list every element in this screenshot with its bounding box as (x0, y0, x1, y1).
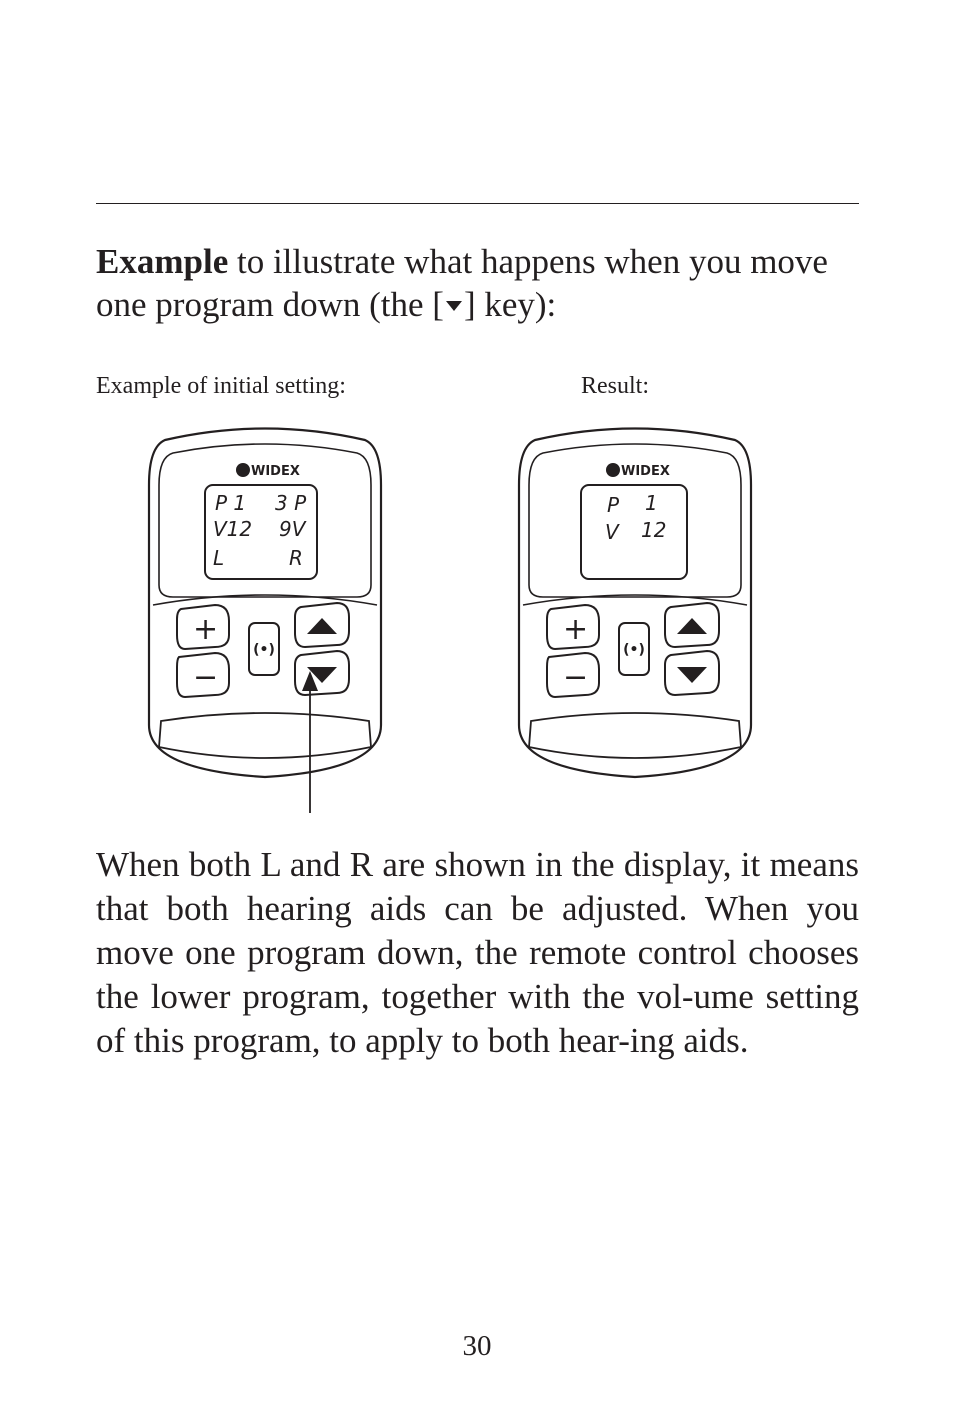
center-label: (•) (623, 642, 645, 658)
up-arrow-icon (677, 618, 707, 634)
caption-result: Result: (581, 373, 650, 399)
lcd-row1-left: P (607, 493, 620, 517)
remote-control-initial (145, 425, 385, 815)
intro-text-b: ] key): (463, 285, 557, 324)
down-arrow-icon (677, 667, 707, 683)
intro-paragraph (96, 240, 859, 326)
lcd-row3-right: R (289, 546, 303, 570)
caption-initial: Example of initial setting: (96, 373, 346, 399)
lcd-row2-right: 12 (641, 518, 667, 542)
widex-logo (606, 463, 670, 479)
up-arrow-icon (307, 618, 337, 634)
program-down-button[interactable] (665, 651, 719, 695)
remote-body (519, 429, 751, 778)
plus-button[interactable] (547, 605, 599, 649)
lcd-row2-left: V12 (213, 517, 253, 541)
minus-button[interactable] (547, 653, 599, 697)
explanation-paragraph: When both L and R are shown in the display, it means that both hearing aids can be adjusted. When you move one program down, the remote control chooses the lower program, together with the vol-ume setting of this program, to apply to both hear-ing aids. (96, 845, 859, 1060)
brand-label: WIDEX (621, 464, 670, 479)
top-rule (96, 203, 859, 204)
remote-bottom-pad (159, 713, 371, 758)
lcd-row3-left: L (213, 546, 225, 570)
lcd-row1-right: 3 P (275, 491, 307, 515)
down-key-icon (446, 301, 462, 311)
remote-bottom-pad (529, 713, 741, 758)
minus-button[interactable] (177, 653, 229, 697)
remote-body (149, 429, 381, 778)
lcd-row2-right: 9V (279, 517, 306, 541)
lcd-row1-right: 1 (645, 491, 658, 515)
lcd-row1-left: P 1 (215, 491, 247, 515)
center-label: (•) (253, 642, 275, 658)
center-button[interactable] (249, 623, 279, 675)
minus-label: − (563, 660, 589, 695)
center-button[interactable] (619, 623, 649, 675)
program-up-button[interactable] (295, 603, 349, 647)
plus-label: + (193, 612, 219, 647)
widex-logo (236, 463, 300, 479)
lcd-row2-left: V (605, 520, 619, 544)
intro-text-a: to illustrate what happens when you move one program down (the [ (96, 242, 828, 324)
intro-bold: Example (96, 242, 229, 281)
brand-label: WIDEX (251, 464, 300, 479)
program-up-button[interactable] (665, 603, 719, 647)
plus-button[interactable] (177, 605, 229, 649)
plus-label: + (563, 612, 589, 647)
page-number: 30 (462, 1330, 492, 1362)
lcd-screen (581, 485, 687, 579)
minus-label: − (193, 660, 219, 695)
remote-control-result (515, 425, 755, 815)
